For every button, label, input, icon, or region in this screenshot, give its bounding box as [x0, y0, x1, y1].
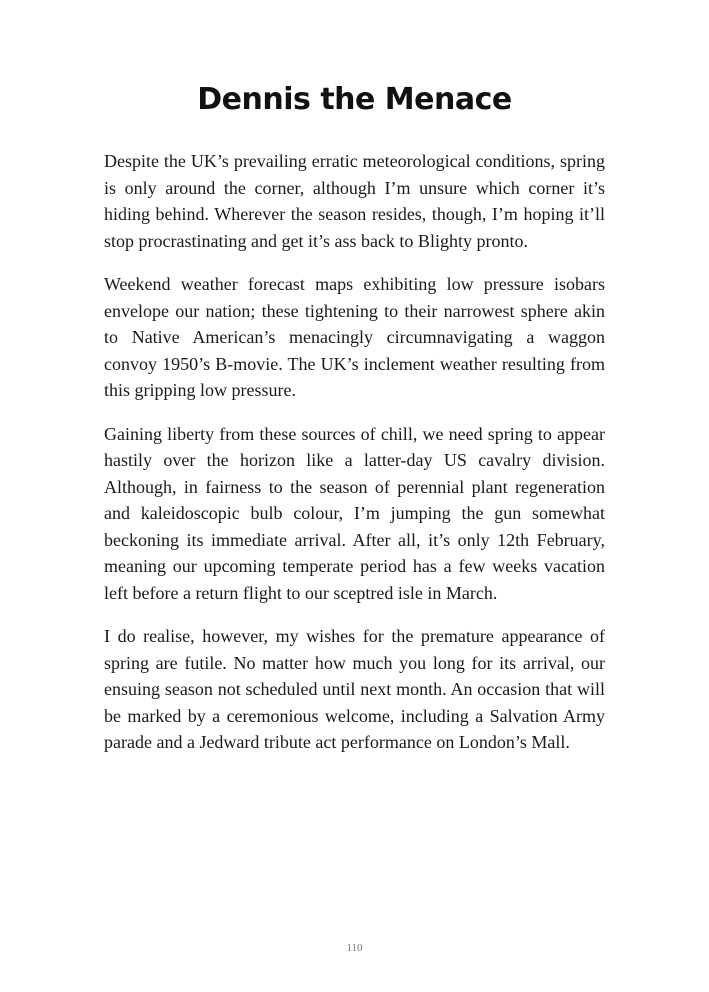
- paragraph-1: Despite the UK’s prevailing erratic meteorological conditions, spring is only around the corner, although I’m unsure which corner it’s hiding behind. Wherever the season resides, though, I’m hoping it’ll stop procrastinating and get it’s ass back to Blighty pronto.: [104, 151, 605, 251]
- paragraph-2: Weekend weather forecast maps exhibiting low pressure isobars envelope our nation; these tightening to their narrowest sphere akin to Native American’s menacingly circumnavigating a waggon convoy 1950’s B-movie. The UK’s inclement weather resulting from this gripping low pressure.: [104, 274, 605, 400]
- paragraph-4: I do realise, however, my wishes for the premature appearance of spring are futile. No matter how much you long for its arrival, our ensuing season not scheduled until next month. An occasion that will be marked by a ceremonious welcome, including a Salvation Army parade and a Jedward tribute act performance on London’s Mall.: [104, 626, 605, 752]
- body-text: [104, 148, 605, 773]
- page-number: 110: [346, 942, 363, 954]
- paragraph-3: Gaining liberty from these sources of chill, we need spring to appear hastily over the horizon like a latter-day US cavalry division. Although, in fairness to the season of perennial plant regeneration and kaleidoscopic bulb colour, I’m jumping the gun somewhat beckoning its immediate arrival. After all, it’s only 12th February, meaning our upcoming temperate period has a few weeks vacation left before a return flight to our sceptred isle in March.: [104, 423, 605, 603]
- page-title: Dennis the Menace: [197, 82, 512, 117]
